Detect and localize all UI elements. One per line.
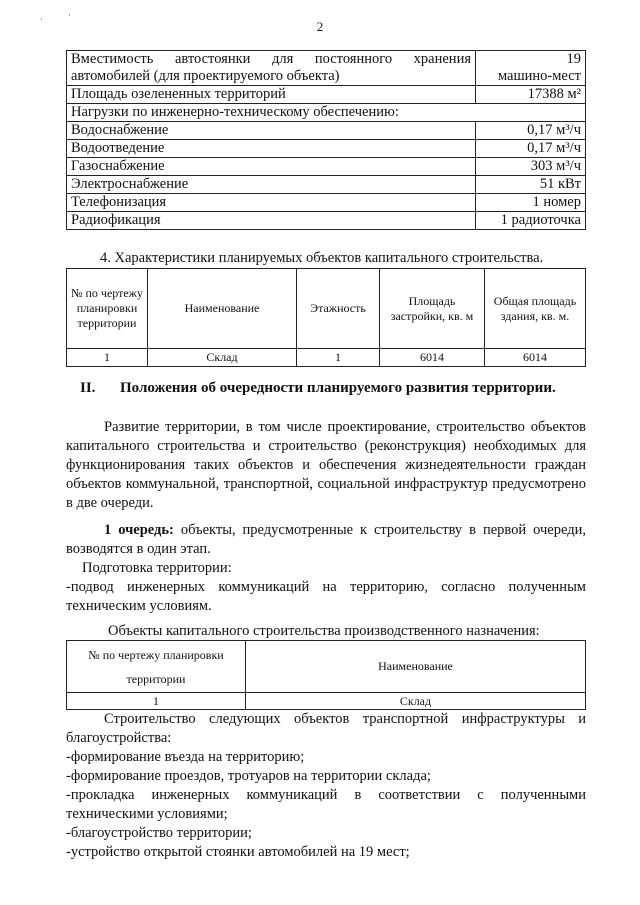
row-label-line: автомобилей (для проектируемого объекта) xyxy=(71,68,340,84)
list-item: -устройство открытой стоянки автомобилей на 19 мест; xyxy=(66,844,410,860)
corner-mark: · xyxy=(40,14,43,24)
header-cell: № по чертежу планировки территории xyxy=(67,641,246,693)
row-label: Водоснабжение xyxy=(67,122,476,140)
table-header-row xyxy=(67,269,586,349)
header-cell: Этажность xyxy=(297,269,380,349)
paragraph xyxy=(66,521,586,559)
section-title: Положения об очередности планируемого развития территории. xyxy=(120,380,556,396)
table-cell: Склад xyxy=(148,349,297,367)
row-value: 51 кВт xyxy=(476,176,586,194)
row-label: Нагрузки по инженерно-техническому обеспечению: xyxy=(67,104,586,122)
table-row xyxy=(67,104,586,122)
table-row xyxy=(67,693,586,710)
header-cell: Наименование xyxy=(246,641,586,693)
table-cell: 1 xyxy=(67,693,246,710)
table-cell: Склад xyxy=(246,693,586,710)
table-cell xyxy=(476,51,586,86)
table-cell: 1 xyxy=(67,349,148,367)
table-cell: 1 xyxy=(297,349,380,367)
list-item: -формирование въезда на территорию; xyxy=(66,749,305,765)
section-numeral: II. xyxy=(80,380,96,396)
corner-mark: · xyxy=(68,10,71,20)
table-row xyxy=(67,158,586,176)
table-row xyxy=(67,122,586,140)
row-value: 1 номер xyxy=(476,194,586,212)
row-value: 303 м³/ч xyxy=(476,158,586,176)
row-label-line: Вместимость автостоянки для постоянного хранения xyxy=(71,51,471,67)
row-value: 0,17 м³/ч xyxy=(476,140,586,158)
paragraph: -подвод инженерных коммуникаций на территорию, согласно полученным техническим условиям. xyxy=(66,579,586,614)
table-row xyxy=(67,51,586,86)
row-label: Радиофикация xyxy=(67,212,476,230)
row-value: 0,17 м³/ч xyxy=(476,122,586,140)
row-label: Телефонизация xyxy=(67,194,476,212)
row-label: Газоснабжение xyxy=(67,158,476,176)
row-value-line: 19 xyxy=(566,51,581,67)
paragraph-text: объекты, предусмотренные к строительству в первой очереди, возводятся в один этап. xyxy=(66,522,586,557)
header-cell: Площадь застройки, кв. м xyxy=(380,269,485,349)
table-cell: 6014 xyxy=(380,349,485,367)
paragraph: Строительство следующих объектов транспортной инфраструктуры и благоустройства: xyxy=(66,711,586,746)
header-cell: № по чертежу планировки территории xyxy=(67,269,148,349)
table-row xyxy=(67,349,586,367)
page-number: 2 xyxy=(316,19,324,34)
header-cell: Общая площадь здания, кв. м. xyxy=(485,269,586,349)
paragraph: Развитие территории, в том числе проектирование, строительство объектов капитального строительства и строительство (реконструкция) необходимых для функционирования таких объектов и обеспечения жизнедеятельности граждан объектов коммунальной, транспортной, социальной инфраструктур предусмотрено в две очереди. xyxy=(66,419,586,511)
table-header-row xyxy=(67,641,586,693)
row-value: 1 радиоточка xyxy=(476,212,586,230)
row-value: 17388 м² xyxy=(476,86,586,104)
list-item: -прокладка инженерных коммуникаций в соответствии с полученными техническими условиями; xyxy=(66,787,586,822)
row-label: Электроснабжение xyxy=(67,176,476,194)
bold-lead: 1 очередь: xyxy=(104,522,174,538)
table-row xyxy=(67,86,586,104)
objects-table xyxy=(66,268,586,367)
table-row xyxy=(67,176,586,194)
paragraph: Подготовка территории: xyxy=(82,560,232,576)
row-value-line: машино-мест xyxy=(497,68,581,84)
table-row xyxy=(67,194,586,212)
header-cell: Наименование xyxy=(148,269,297,349)
list-item: -формирование проездов, тротуаров на территории склада; xyxy=(66,768,431,784)
section-heading xyxy=(80,380,556,397)
list-item: -благоустройство территории; xyxy=(66,825,252,841)
row-label: Площадь озелененных территорий xyxy=(67,86,476,104)
production-objects-table xyxy=(66,640,586,710)
parameters-table xyxy=(66,50,586,230)
table-cell: 6014 xyxy=(485,349,586,367)
table-row xyxy=(67,212,586,230)
section4-title: 4. Характеристики планируемых объектов капитального строительства. xyxy=(100,250,544,266)
table3-caption: Объекты капитального строительства производственного назначения: xyxy=(108,623,540,639)
row-label: Водоотведение xyxy=(67,140,476,158)
table-row xyxy=(67,140,586,158)
table-cell xyxy=(67,51,476,86)
